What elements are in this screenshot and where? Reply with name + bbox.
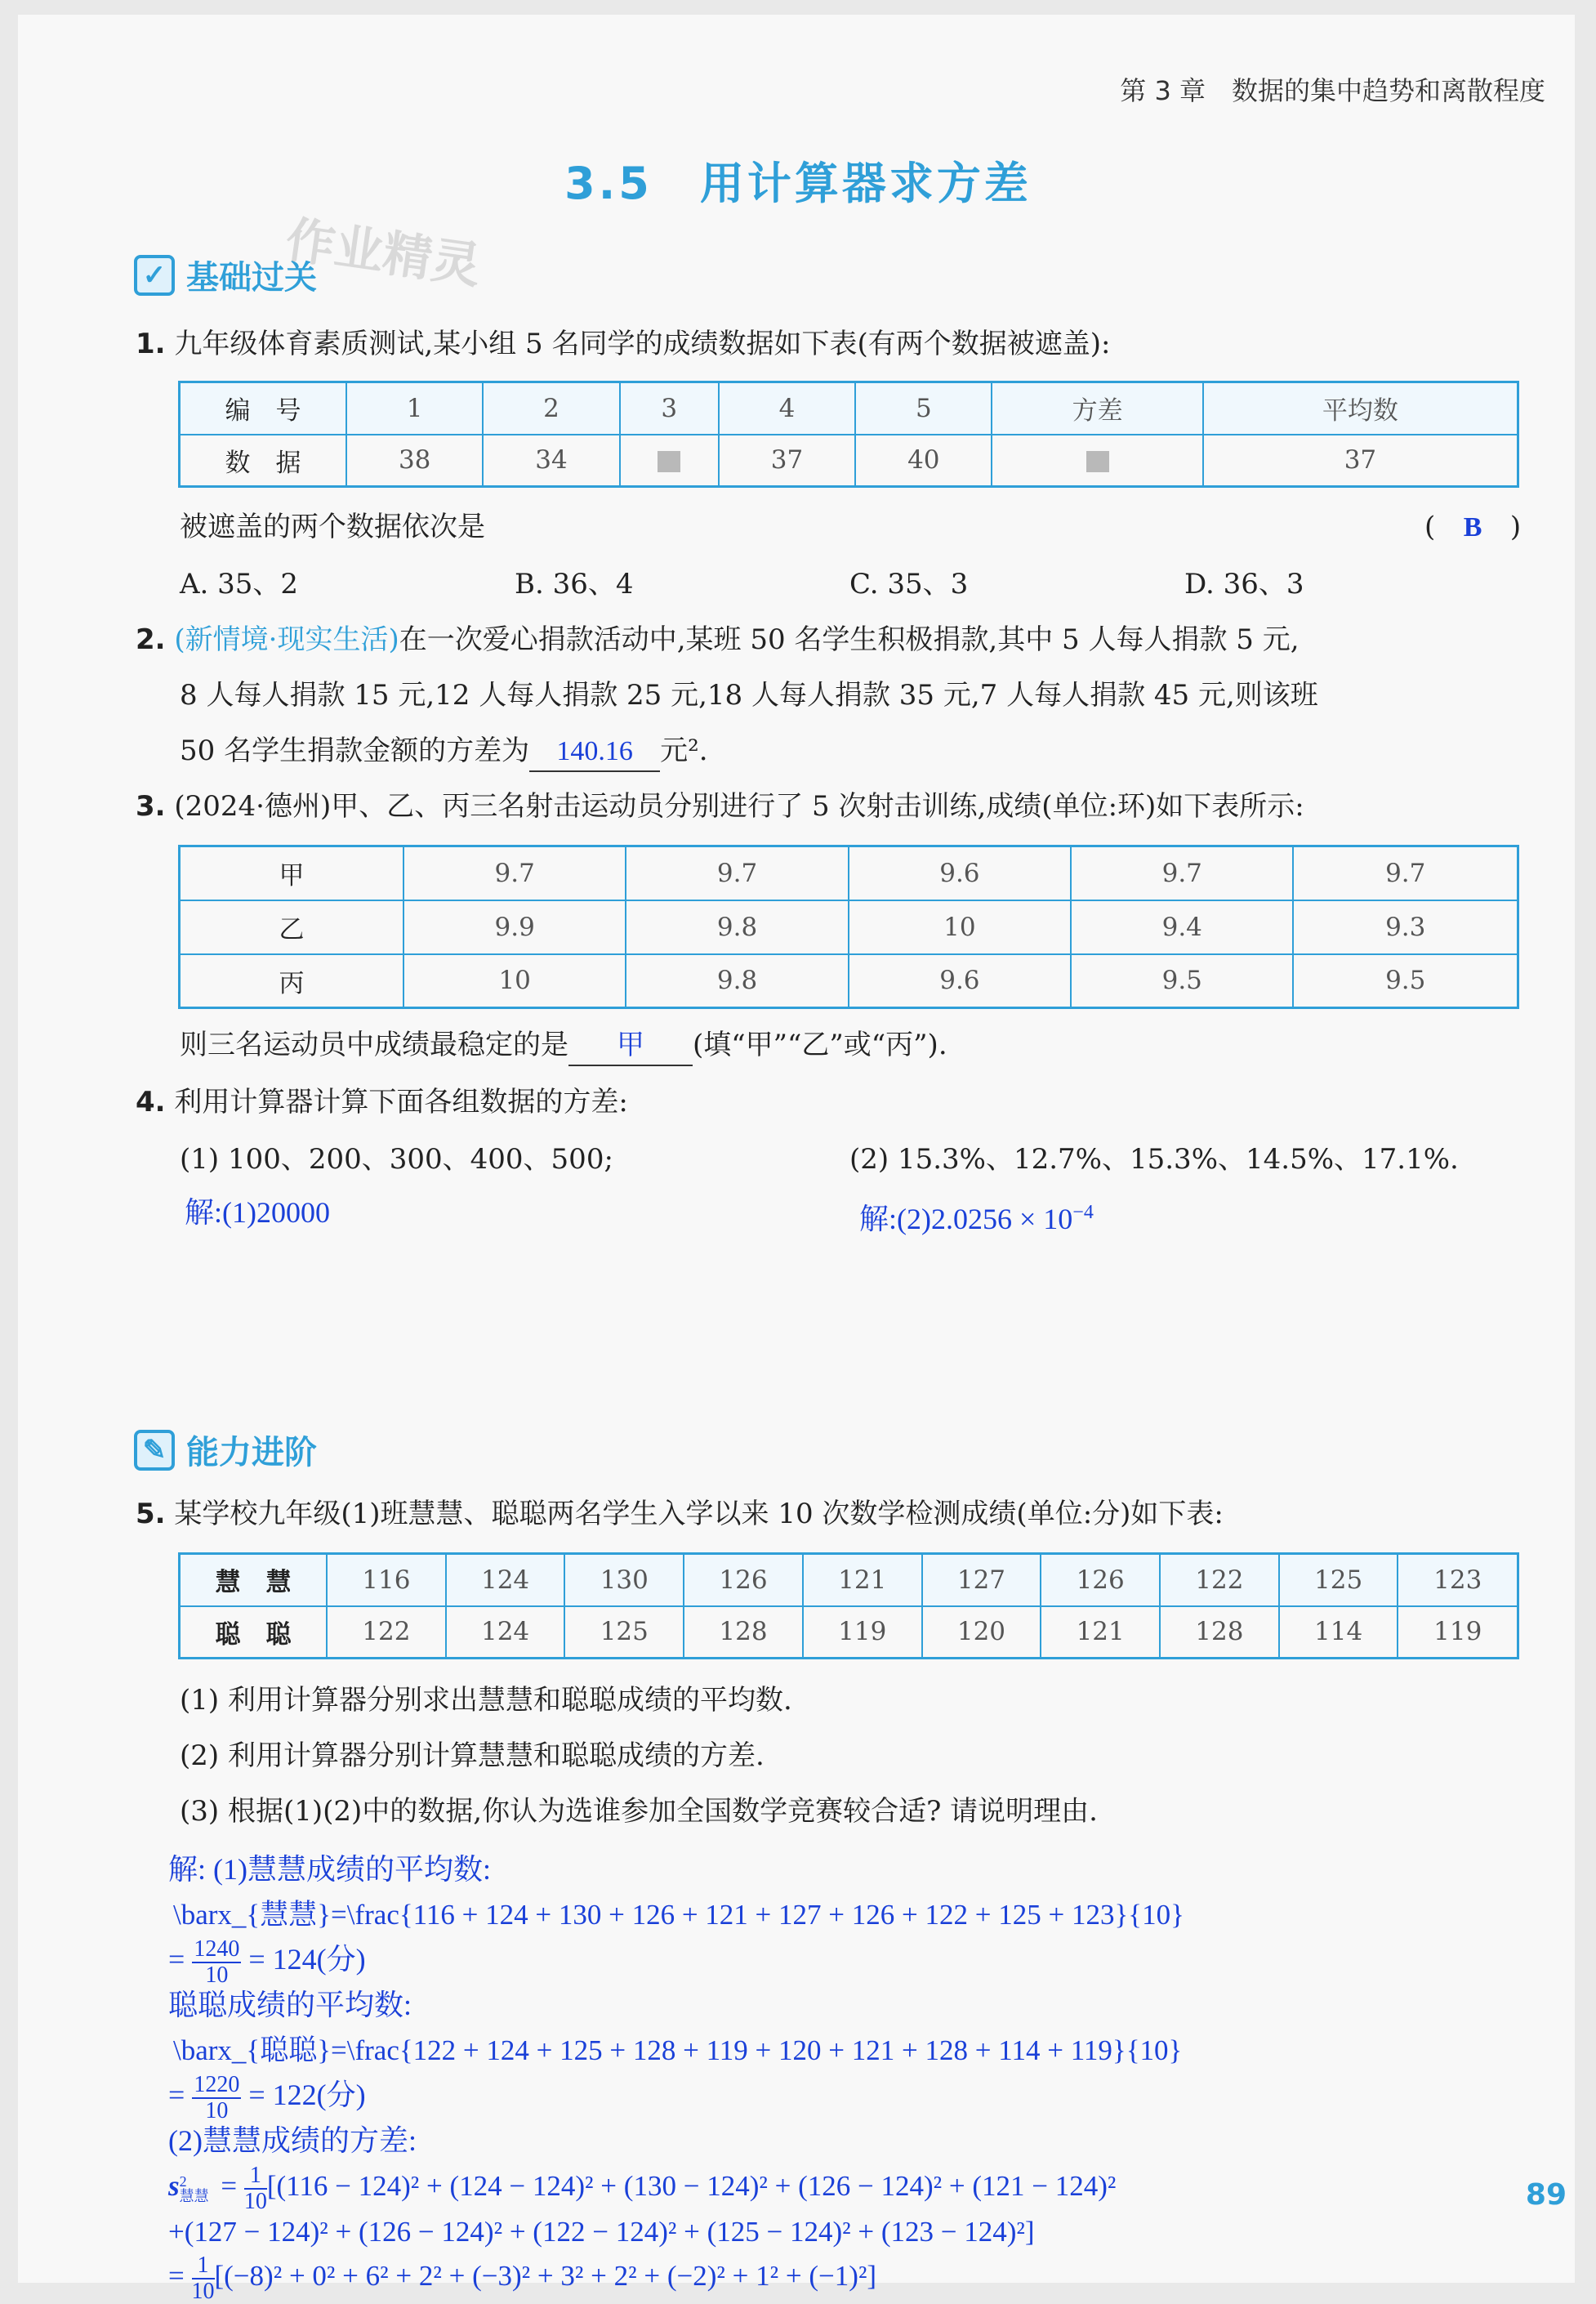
section-advanced-label: 能力进阶 xyxy=(186,1434,317,1471)
q1-row-header: 编 号 xyxy=(180,382,347,435)
q5-cell: 128 xyxy=(684,1606,803,1659)
q5-sub2: (2) 利用计算器分别计算慧慧和聪聪成绩的方差. xyxy=(180,1739,765,1772)
q2-tag: (新情境·现实生活) xyxy=(174,623,399,656)
solution-line: 聪聪成绩的平均数: xyxy=(168,1989,412,2021)
q5-cell: 123 xyxy=(1398,1554,1518,1606)
q4-number: 4. xyxy=(136,1086,166,1119)
q3-row xyxy=(180,954,1518,1008)
variance-expression: [(−8)² + 0² + 6² + 2² + (−3)² + 3² + 2² + (−2)² + 1² + (−1)²] xyxy=(214,2260,877,2293)
solution-line: (2)慧慧成绩的方差: xyxy=(168,2124,417,2157)
variance-sub: 慧慧 xyxy=(179,2188,209,2204)
solution-line: +(127 − 124)² + (126 − 124)² + (122 − 124)² + (125 − 124)² + (123 − 124)²] xyxy=(168,2216,1035,2248)
section-advanced xyxy=(134,1427,317,1473)
q1-stem xyxy=(136,325,1110,363)
paren-open: ( xyxy=(1424,511,1436,543)
q5-cell: 128 xyxy=(1160,1606,1279,1659)
q1-option-b: B. 36、4 xyxy=(515,568,634,601)
q5-number: 5. xyxy=(136,1498,166,1530)
q2-text-3: 50 名学生捐款金额的方差为 xyxy=(180,735,530,767)
q3-cell: 9.7 xyxy=(403,846,626,900)
fraction xyxy=(192,2073,241,2123)
check-icon: ✓ xyxy=(134,255,175,296)
q5-cell: 122 xyxy=(327,1606,446,1659)
equals: = xyxy=(221,2170,238,2203)
q1-text: 九年级体育素质测试,某小组 5 名同学的成绩数据如下表(有两个数据被遮盖): xyxy=(174,328,1111,360)
q5-table xyxy=(178,1552,1519,1659)
q1-cell: 34 xyxy=(483,435,619,487)
q5-text: 某学校九年级(1)班慧慧、聪聪两名学生入学以来 10 次数学检测成绩(单位:分)如下表: xyxy=(174,1498,1224,1530)
q3-cell: 9.7 xyxy=(626,846,848,900)
q1-cell: 40 xyxy=(855,435,992,487)
solution-result: = 124(分) xyxy=(248,1943,366,1976)
q5-cell: 125 xyxy=(564,1606,684,1659)
watermark: 作业精灵 xyxy=(282,211,485,296)
q4-stem xyxy=(136,1083,628,1121)
q3-row-name: 丙 xyxy=(180,954,404,1008)
q5-cell: 130 xyxy=(564,1554,684,1606)
numerator: 1240 xyxy=(194,1936,240,1962)
q1-cell: 37 xyxy=(1203,435,1518,487)
q1-option-a: A. 35、2 xyxy=(180,568,299,601)
solution-result: = 122(分) xyxy=(248,2079,366,2111)
q1-option-c: C. 35、3 xyxy=(849,568,969,601)
q4-part1: (1) 100、200、300、400、500; xyxy=(180,1143,613,1176)
solution-formula: \barx_{慧慧}=\frac{116 + 124 + 130 + 126 + 121 + 127 + 126 + 122 + 125 + 123}{10} xyxy=(173,1899,1184,1931)
numerator: 1220 xyxy=(194,2071,240,2097)
q5-cell: 126 xyxy=(1041,1554,1160,1606)
solution-formula: \barx_{聪聪}=\frac{122 + 124 + 125 + 128 + 119 + 120 + 121 + 128 + 114 + 119}{10} xyxy=(173,2034,1183,2066)
q1-row-header: 数 据 xyxy=(180,435,347,487)
q3-text: (2024·德州)甲、乙、丙三名射击运动员分别进行了 5 次射击训练,成绩(单位:环)如下表所示: xyxy=(174,790,1304,823)
variance-expression: [(116 − 124)² + (124 − 124)² + (130 − 124)² + (126 − 124)² + (121 − 124)² xyxy=(266,2170,1117,2203)
q3-cell: 9.4 xyxy=(1071,900,1293,954)
numerator: 1 xyxy=(192,2253,215,2279)
equals: = xyxy=(168,2079,185,2111)
pencil-icon: ✎ xyxy=(134,1430,175,1471)
q5-cell: 121 xyxy=(1041,1606,1160,1659)
solution-line xyxy=(168,2072,366,2123)
q1-col: 5 xyxy=(855,382,992,435)
q2-line1 xyxy=(136,621,1300,659)
q1-cell: 38 xyxy=(346,435,483,487)
q5-row-name: 慧 慧 xyxy=(180,1554,328,1606)
q1-col: 平均数 xyxy=(1203,382,1518,435)
section-basic-label: 基础过关 xyxy=(186,259,317,297)
equals: = xyxy=(168,1943,185,1976)
q5-cell: 119 xyxy=(1398,1606,1518,1659)
q1-row-id xyxy=(180,382,1518,435)
q1-answer: B xyxy=(1463,512,1482,543)
solution-line xyxy=(168,2253,876,2304)
q5-cell: 127 xyxy=(922,1554,1041,1606)
variance-sup: 2 xyxy=(179,2173,187,2190)
denominator: 10 xyxy=(243,2189,267,2214)
q3-stem xyxy=(136,788,1304,825)
q5-row xyxy=(180,1606,1518,1659)
q5-cell: 122 xyxy=(1160,1554,1279,1606)
q4-solution-1: 解:(1)20000 xyxy=(185,1196,330,1229)
q1-col: 2 xyxy=(483,382,619,435)
q1-col: 3 xyxy=(620,382,719,435)
q1-col: 4 xyxy=(719,382,855,435)
q3-cell: 9.7 xyxy=(1071,846,1293,900)
mask-block xyxy=(658,451,680,472)
page-number: 89 xyxy=(1525,2178,1567,2212)
q3-row-name: 乙 xyxy=(180,900,404,954)
q4-solution-2-text: 解:(2)2.0256 × 10 xyxy=(859,1203,1073,1235)
q3-cell: 9.8 xyxy=(626,900,848,954)
q3-cell: 10 xyxy=(849,900,1071,954)
solution-line xyxy=(168,1936,366,1988)
q1-cell: 37 xyxy=(719,435,855,487)
q2-line3 xyxy=(180,732,708,772)
q5-row-name: 聪 聪 xyxy=(180,1606,328,1659)
numerator: 1 xyxy=(244,2163,267,2190)
denominator: 10 xyxy=(205,2097,229,2123)
solution-line: 解: (1)慧慧成绩的平均数: xyxy=(168,1853,491,1886)
solution-variance-line xyxy=(168,2163,1116,2214)
q1-col: 1 xyxy=(346,382,483,435)
q2-unit: 元². xyxy=(660,735,708,767)
q3-table xyxy=(178,845,1519,1009)
q5-cell: 121 xyxy=(803,1554,922,1606)
mask-block xyxy=(1086,451,1109,472)
q5-cell: 126 xyxy=(684,1554,803,1606)
q3-cell: 9.3 xyxy=(1293,900,1518,954)
q3-cell: 9.6 xyxy=(849,954,1071,1008)
q3-question-text: 则三名运动员中成绩最稳定的是 xyxy=(180,1029,568,1061)
q1-cell-masked xyxy=(620,435,719,487)
q3-cell: 9.8 xyxy=(626,954,848,1008)
paren-close: ) xyxy=(1509,511,1522,543)
q5-stem xyxy=(136,1495,1224,1533)
chapter-header: 第 3 章 数据的集中趋势和离散程度 xyxy=(1120,75,1545,106)
equals: = xyxy=(168,2260,185,2293)
q2-answer: 140.16 xyxy=(529,733,660,772)
q4-solution-2 xyxy=(859,1190,1094,1242)
q3-number: 3. xyxy=(136,790,166,823)
q2-line2: 8 人每人捐款 15 元,12 人每人捐款 25 元,18 人每人捐款 35 元,7 人每人捐款 45 元,则该班 xyxy=(180,679,1318,712)
q1-col: 方差 xyxy=(992,382,1202,435)
q4-part2: (2) 15.3%、12.7%、15.3%、14.5%、17.1%. xyxy=(849,1143,1459,1176)
q1-number: 1. xyxy=(136,328,166,360)
q2-text-1: 在一次爱心捐款活动中,某班 50 名学生积极捐款,其中 5 人每人捐款 5 元, xyxy=(399,623,1300,656)
q1-answer-paren xyxy=(1424,508,1521,547)
q5-row xyxy=(180,1554,1518,1606)
fraction xyxy=(244,2163,267,2214)
q1-option-d: D. 36、3 xyxy=(1184,568,1304,601)
q3-cell: 9.5 xyxy=(1071,954,1293,1008)
q2-number: 2. xyxy=(136,623,166,656)
q3-cell: 9.6 xyxy=(849,846,1071,900)
q1-row-data xyxy=(180,435,1518,487)
variance-symbol: s xyxy=(168,2170,180,2203)
fraction xyxy=(192,1937,241,1988)
q4-text: 利用计算器计算下面各组数据的方差: xyxy=(174,1086,628,1119)
q1-cell-masked xyxy=(992,435,1202,487)
q3-question-tail: (填“甲”“乙”或“丙”). xyxy=(693,1029,947,1061)
q3-cell: 9.5 xyxy=(1293,954,1518,1008)
denominator: 10 xyxy=(191,2279,215,2304)
q3-cell: 9.7 xyxy=(1293,846,1518,900)
fraction xyxy=(192,2253,215,2304)
q5-cell: 114 xyxy=(1279,1606,1398,1659)
q4-solution-2-exp: −4 xyxy=(1072,1202,1094,1223)
q3-question xyxy=(180,1026,947,1066)
q1-table xyxy=(178,381,1519,488)
q5-sub1: (1) 利用计算器分别求出慧慧和聪聪成绩的平均数. xyxy=(180,1684,792,1717)
q5-cell: 120 xyxy=(922,1606,1041,1659)
q5-cell: 124 xyxy=(446,1554,565,1606)
q5-cell: 125 xyxy=(1279,1554,1398,1606)
q3-answer: 甲 xyxy=(568,1027,693,1066)
q1-question: 被遮盖的两个数据依次是 xyxy=(180,511,485,543)
q3-cell: 9.9 xyxy=(403,900,626,954)
q3-row xyxy=(180,846,1518,900)
q5-cell: 116 xyxy=(327,1554,446,1606)
q5-cell: 119 xyxy=(803,1606,922,1659)
q3-cell: 10 xyxy=(403,954,626,1008)
q3-row xyxy=(180,900,1518,954)
q5-cell: 124 xyxy=(446,1606,565,1659)
denominator: 10 xyxy=(205,1962,229,1988)
q3-row-name: 甲 xyxy=(180,846,404,900)
lesson-title: 3.5 用计算器求方差 xyxy=(564,158,1032,209)
q5-sub3: (3) 根据(1)(2)中的数据,你认为选谁参加全国数学竞赛较合适? 请说明理由. xyxy=(180,1795,1098,1828)
